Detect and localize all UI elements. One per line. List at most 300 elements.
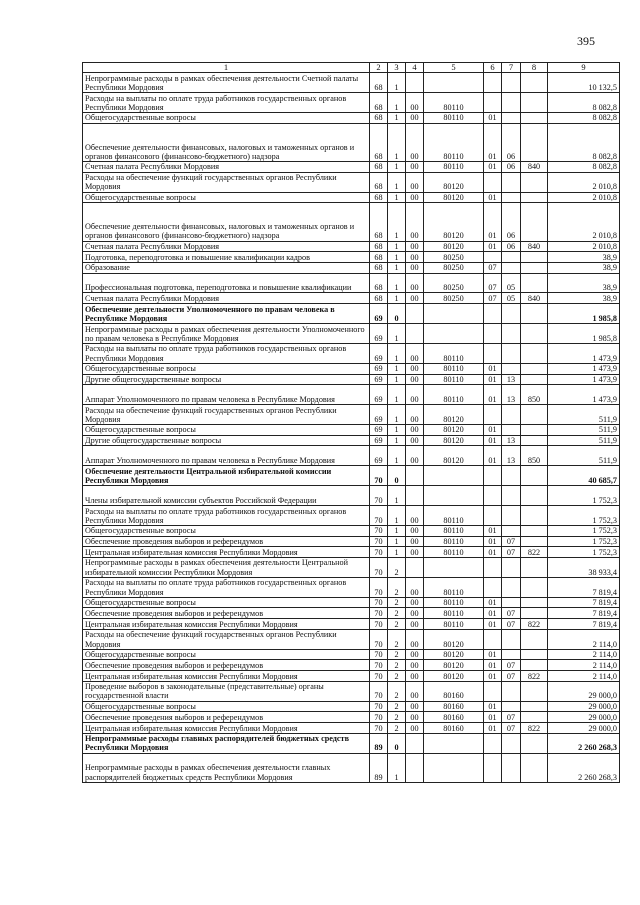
amount: 1 473,9 bbox=[548, 343, 620, 363]
col-4-code: 00 bbox=[406, 374, 424, 385]
col-2-code: 69 bbox=[370, 304, 388, 324]
col-6-code bbox=[484, 558, 502, 578]
col-5-code: 80160 bbox=[424, 701, 484, 712]
col-2-code: 68 bbox=[370, 203, 388, 241]
table-row bbox=[83, 723, 620, 734]
col-7-code bbox=[502, 525, 521, 536]
col-2-code: 70 bbox=[370, 547, 388, 558]
col-5-code: 80120 bbox=[424, 172, 484, 192]
col-7-code: 07 bbox=[502, 547, 521, 558]
table-row bbox=[83, 506, 620, 526]
col-6-code: 01 bbox=[484, 425, 502, 436]
table-row bbox=[83, 425, 620, 436]
amount: 38,9 bbox=[548, 273, 620, 293]
row-name: Счетная палата Республики Мордовия bbox=[83, 241, 370, 252]
col-7-code bbox=[502, 753, 521, 782]
table-row bbox=[83, 577, 620, 597]
col-2-code: 70 bbox=[370, 671, 388, 682]
col-5-code: 80160 bbox=[424, 723, 484, 734]
amount: 38 933,4 bbox=[548, 558, 620, 578]
col-8-code bbox=[521, 192, 548, 203]
col-8-code bbox=[521, 660, 548, 671]
col-5-code bbox=[424, 753, 484, 782]
col-7-code: 05 bbox=[502, 293, 521, 304]
header-row bbox=[83, 63, 620, 73]
col-4-code: 00 bbox=[406, 123, 424, 161]
col-5-code: 80160 bbox=[424, 712, 484, 723]
col-3-code: 1 bbox=[388, 293, 406, 304]
col-2-code: 70 bbox=[370, 649, 388, 660]
table-row bbox=[83, 671, 620, 682]
amount: 1 985,8 bbox=[548, 324, 620, 344]
col-3-code: 1 bbox=[388, 93, 406, 113]
col-2-code: 69 bbox=[370, 435, 388, 446]
col-7-code: 05 bbox=[502, 273, 521, 293]
row-name: Общегосударственные вопросы bbox=[83, 112, 370, 123]
col-7-code bbox=[502, 343, 521, 363]
col-3-code: 1 bbox=[388, 536, 406, 547]
col-8-code bbox=[521, 262, 548, 273]
col-2-code: 70 bbox=[370, 723, 388, 734]
col-4-code: 00 bbox=[406, 649, 424, 660]
col-6-code: 01 bbox=[484, 203, 502, 241]
col-4-code bbox=[406, 753, 424, 782]
table-row bbox=[83, 343, 620, 363]
amount: 1 752,3 bbox=[548, 486, 620, 506]
col-7-code bbox=[502, 629, 521, 649]
col-6-code: 01 bbox=[484, 547, 502, 558]
col-7-code bbox=[502, 172, 521, 192]
row-name: Общегосударственные вопросы bbox=[83, 363, 370, 374]
col-4-code: 00 bbox=[406, 629, 424, 649]
col-4-code: 00 bbox=[406, 608, 424, 619]
col-5-code: 80110 bbox=[424, 123, 484, 161]
row-name: Обеспечение деятельности Уполномоченного по правам человека в Республике Мордовия bbox=[83, 304, 370, 324]
col-6-code: 01 bbox=[484, 161, 502, 172]
row-name: Обеспечение проведения выборов и референдумов bbox=[83, 536, 370, 547]
col-5-code: 80160 bbox=[424, 681, 484, 701]
table-row bbox=[83, 446, 620, 466]
amount: 2 114,0 bbox=[548, 671, 620, 682]
col-8-code: 822 bbox=[521, 671, 548, 682]
amount: 7 819,4 bbox=[548, 608, 620, 619]
table-row bbox=[83, 293, 620, 304]
col-6-code: 01 bbox=[484, 597, 502, 608]
table-row bbox=[83, 262, 620, 273]
col-4-code: 00 bbox=[406, 506, 424, 526]
col-4-code: 00 bbox=[406, 385, 424, 405]
col-3-code: 1 bbox=[388, 547, 406, 558]
col-7-code: 07 bbox=[502, 671, 521, 682]
col-7-code bbox=[502, 192, 521, 203]
col-3-code: 0 bbox=[388, 733, 406, 753]
col-6-code: 01 bbox=[484, 608, 502, 619]
col-5-code: 80120 bbox=[424, 671, 484, 682]
col-7-code bbox=[502, 597, 521, 608]
col-2-code: 68 bbox=[370, 252, 388, 263]
col-8-code: 840 bbox=[521, 293, 548, 304]
col-2-code: 70 bbox=[370, 701, 388, 712]
col-3-code: 1 bbox=[388, 343, 406, 363]
col-4-code: 00 bbox=[406, 161, 424, 172]
col-4-code: 00 bbox=[406, 681, 424, 701]
col-3-code: 1 bbox=[388, 273, 406, 293]
col-8-code bbox=[521, 203, 548, 241]
table-row bbox=[83, 324, 620, 344]
budget-table bbox=[82, 62, 620, 783]
col-8-code bbox=[521, 435, 548, 446]
col-8-code bbox=[521, 343, 548, 363]
col-8-code bbox=[521, 273, 548, 293]
col-6-code bbox=[484, 466, 502, 486]
row-name: Общегосударственные вопросы bbox=[83, 525, 370, 536]
table-row bbox=[83, 123, 620, 161]
col-2-code: 69 bbox=[370, 343, 388, 363]
col-8-code bbox=[521, 93, 548, 113]
col-6-code: 01 bbox=[484, 712, 502, 723]
col-8-code: 822 bbox=[521, 619, 548, 630]
col-6-code: 01 bbox=[484, 701, 502, 712]
amount: 2 010,8 bbox=[548, 241, 620, 252]
col-4-code: 00 bbox=[406, 425, 424, 436]
amount: 1 752,3 bbox=[548, 536, 620, 547]
row-name: Обеспечение проведения выборов и референдумов bbox=[83, 712, 370, 723]
amount: 7 819,4 bbox=[548, 619, 620, 630]
row-name: Общегосударственные вопросы bbox=[83, 425, 370, 436]
col-7-code: 06 bbox=[502, 203, 521, 241]
col-7-code bbox=[502, 681, 521, 701]
table-row bbox=[83, 161, 620, 172]
col-7-code bbox=[502, 701, 521, 712]
col-8-code bbox=[521, 172, 548, 192]
col-7-code bbox=[502, 577, 521, 597]
row-name: Другие общегосударственные вопросы bbox=[83, 435, 370, 446]
table-row bbox=[83, 660, 620, 671]
col-3-code: 1 bbox=[388, 753, 406, 782]
amount: 2 260 268,3 bbox=[548, 753, 620, 782]
col-2-code: 70 bbox=[370, 597, 388, 608]
col-3-code: 2 bbox=[388, 577, 406, 597]
col-8-code bbox=[521, 733, 548, 753]
amount: 2 010,8 bbox=[548, 172, 620, 192]
col-6-code: 01 bbox=[484, 660, 502, 671]
row-name: Центральная избирательная комиссия Республики Мордовия bbox=[83, 671, 370, 682]
amount: 7 819,4 bbox=[548, 577, 620, 597]
col-3-code: 1 bbox=[388, 112, 406, 123]
col-7-code bbox=[502, 558, 521, 578]
col-2-code: 68 bbox=[370, 273, 388, 293]
amount: 38,9 bbox=[548, 252, 620, 263]
col-2-code: 68 bbox=[370, 262, 388, 273]
col-2-code: 69 bbox=[370, 363, 388, 374]
col-6-code: 07 bbox=[484, 293, 502, 304]
col-2-code: 70 bbox=[370, 629, 388, 649]
col-7-code bbox=[502, 506, 521, 526]
col-8-code bbox=[521, 649, 548, 660]
col-2-code: 70 bbox=[370, 619, 388, 630]
col-2-code: 68 bbox=[370, 93, 388, 113]
col-7-code: 07 bbox=[502, 712, 521, 723]
col-2-code: 70 bbox=[370, 660, 388, 671]
col-5-code: 80110 bbox=[424, 619, 484, 630]
col-5-code: 80120 bbox=[424, 192, 484, 203]
col-6-code: 01 bbox=[484, 112, 502, 123]
col-8-code bbox=[521, 558, 548, 578]
col-8-code bbox=[521, 374, 548, 385]
table-row bbox=[83, 733, 620, 753]
column-header: 8 bbox=[521, 63, 548, 73]
col-5-code bbox=[424, 558, 484, 578]
col-3-code: 1 bbox=[388, 123, 406, 161]
table-row bbox=[83, 649, 620, 660]
col-2-code: 70 bbox=[370, 466, 388, 486]
row-name: Обеспечение деятельности Центральной избирательной комиссии Республики Мордовия bbox=[83, 466, 370, 486]
page-number: 395 bbox=[577, 34, 595, 48]
amount: 2 114,0 bbox=[548, 629, 620, 649]
col-3-code: 2 bbox=[388, 649, 406, 660]
col-6-code bbox=[484, 486, 502, 506]
col-6-code: 01 bbox=[484, 671, 502, 682]
col-5-code: 80110 bbox=[424, 608, 484, 619]
col-5-code: 80250 bbox=[424, 273, 484, 293]
row-name: Непрограммные расходы в рамках обеспечения деятельности Счетной палаты Республики Мордовия bbox=[83, 73, 370, 93]
col-5-code: 80250 bbox=[424, 262, 484, 273]
col-4-code bbox=[406, 73, 424, 93]
col-5-code: 80120 bbox=[424, 446, 484, 466]
amount: 29 000,0 bbox=[548, 712, 620, 723]
col-5-code: 80120 bbox=[424, 405, 484, 425]
col-7-code: 07 bbox=[502, 660, 521, 671]
col-7-code: 06 bbox=[502, 241, 521, 252]
amount: 2 114,0 bbox=[548, 660, 620, 671]
table-row bbox=[83, 712, 620, 723]
col-5-code: 80110 bbox=[424, 93, 484, 113]
row-name: Непрограммные расходы в рамках обеспечения деятельности главных распорядителей бюджетных средств Республики Мордовия bbox=[83, 753, 370, 782]
table-row bbox=[83, 203, 620, 241]
col-7-code bbox=[502, 649, 521, 660]
row-name: Обеспечение деятельности финансовых, налоговых и таможенных органов и органов финансового (финансово-бюджетного) надзора bbox=[83, 203, 370, 241]
col-7-code bbox=[502, 425, 521, 436]
col-2-code: 70 bbox=[370, 525, 388, 536]
table-row bbox=[83, 681, 620, 701]
table-row bbox=[83, 304, 620, 324]
col-3-code: 1 bbox=[388, 73, 406, 93]
col-4-code: 00 bbox=[406, 525, 424, 536]
col-3-code: 1 bbox=[388, 385, 406, 405]
col-6-code: 01 bbox=[484, 723, 502, 734]
amount: 29 000,0 bbox=[548, 681, 620, 701]
amount: 2 260 268,3 bbox=[548, 733, 620, 753]
col-3-code: 1 bbox=[388, 435, 406, 446]
amount: 40 685,7 bbox=[548, 466, 620, 486]
row-name: Центральная избирательная комиссия Республики Мордовия bbox=[83, 723, 370, 734]
col-8-code bbox=[521, 252, 548, 263]
col-3-code: 1 bbox=[388, 252, 406, 263]
col-6-code: 01 bbox=[484, 374, 502, 385]
col-8-code: 840 bbox=[521, 241, 548, 252]
row-name: Расходы на выплаты по оплате труда работников государственных органов Республики Мордовия bbox=[83, 577, 370, 597]
row-name: Центральная избирательная комиссия Республики Мордовия bbox=[83, 547, 370, 558]
col-2-code: 68 bbox=[370, 241, 388, 252]
col-8-code bbox=[521, 536, 548, 547]
table-row bbox=[83, 547, 620, 558]
column-header: 2 bbox=[370, 63, 388, 73]
col-4-code: 00 bbox=[406, 577, 424, 597]
column-header: 7 bbox=[502, 63, 521, 73]
row-name: Профессиональная подготовка, переподготовка и повышение квалификации bbox=[83, 273, 370, 293]
col-2-code: 89 bbox=[370, 733, 388, 753]
col-2-code: 69 bbox=[370, 374, 388, 385]
table-row bbox=[83, 405, 620, 425]
col-2-code: 70 bbox=[370, 506, 388, 526]
row-name: Обеспечение проведения выборов и референдумов bbox=[83, 660, 370, 671]
row-name: Общегосударственные вопросы bbox=[83, 597, 370, 608]
col-6-code bbox=[484, 733, 502, 753]
row-name: Подготовка, переподготовка и повышение квалификации кадров bbox=[83, 252, 370, 263]
amount: 2 010,8 bbox=[548, 192, 620, 203]
col-4-code: 00 bbox=[406, 252, 424, 263]
col-6-code bbox=[484, 506, 502, 526]
col-7-code: 07 bbox=[502, 536, 521, 547]
row-name: Непрограммные расходы главных распорядителей бюджетных средств Республики Мордовия bbox=[83, 733, 370, 753]
col-4-code: 00 bbox=[406, 203, 424, 241]
col-6-code bbox=[484, 252, 502, 263]
col-8-code bbox=[521, 597, 548, 608]
table-row bbox=[83, 619, 620, 630]
col-7-code bbox=[502, 405, 521, 425]
amount: 38,9 bbox=[548, 293, 620, 304]
amount: 1 473,9 bbox=[548, 363, 620, 374]
col-7-code bbox=[502, 262, 521, 273]
column-header: 3 bbox=[388, 63, 406, 73]
col-8-code: 850 bbox=[521, 385, 548, 405]
col-8-code: 840 bbox=[521, 161, 548, 172]
col-3-code: 1 bbox=[388, 363, 406, 374]
col-2-code: 69 bbox=[370, 385, 388, 405]
col-7-code: 13 bbox=[502, 385, 521, 405]
col-8-code bbox=[521, 486, 548, 506]
table-row bbox=[83, 241, 620, 252]
col-7-code bbox=[502, 733, 521, 753]
col-2-code: 70 bbox=[370, 681, 388, 701]
col-8-code bbox=[521, 712, 548, 723]
amount: 8 082,8 bbox=[548, 123, 620, 161]
col-4-code: 00 bbox=[406, 93, 424, 113]
col-2-code: 70 bbox=[370, 558, 388, 578]
col-6-code: 07 bbox=[484, 262, 502, 273]
col-3-code: 1 bbox=[388, 486, 406, 506]
col-5-code: 80110 bbox=[424, 577, 484, 597]
table-row bbox=[83, 701, 620, 712]
col-4-code: 00 bbox=[406, 363, 424, 374]
col-8-code bbox=[521, 123, 548, 161]
col-5-code: 80110 bbox=[424, 597, 484, 608]
col-3-code: 1 bbox=[388, 161, 406, 172]
col-2-code: 70 bbox=[370, 536, 388, 547]
col-4-code: 00 bbox=[406, 671, 424, 682]
col-6-code bbox=[484, 304, 502, 324]
table-row bbox=[83, 112, 620, 123]
col-4-code: 00 bbox=[406, 241, 424, 252]
col-7-code: 13 bbox=[502, 446, 521, 466]
col-7-code bbox=[502, 304, 521, 324]
table-row bbox=[83, 172, 620, 192]
col-4-code: 00 bbox=[406, 343, 424, 363]
col-3-code: 1 bbox=[388, 203, 406, 241]
col-5-code: 80110 bbox=[424, 161, 484, 172]
row-name: Счетная палата Республики Мордовия bbox=[83, 161, 370, 172]
col-3-code: 2 bbox=[388, 671, 406, 682]
col-8-code bbox=[521, 681, 548, 701]
col-6-code bbox=[484, 93, 502, 113]
column-header: 1 bbox=[83, 63, 370, 73]
col-3-code: 2 bbox=[388, 712, 406, 723]
col-6-code bbox=[484, 73, 502, 93]
col-4-code: 00 bbox=[406, 273, 424, 293]
table-row bbox=[83, 608, 620, 619]
col-5-code: 80120 bbox=[424, 649, 484, 660]
col-5-code: 80110 bbox=[424, 385, 484, 405]
amount: 8 082,8 bbox=[548, 161, 620, 172]
amount: 1 985,8 bbox=[548, 304, 620, 324]
col-4-code: 00 bbox=[406, 660, 424, 671]
col-7-code bbox=[502, 112, 521, 123]
col-4-code bbox=[406, 558, 424, 578]
table-row bbox=[83, 597, 620, 608]
col-6-code: 01 bbox=[484, 385, 502, 405]
table-row bbox=[83, 558, 620, 578]
col-5-code: 80120 bbox=[424, 425, 484, 436]
table-row bbox=[83, 536, 620, 547]
col-3-code: 2 bbox=[388, 660, 406, 671]
col-4-code: 00 bbox=[406, 293, 424, 304]
row-name: Расходы на обеспечение функций государственных органов Республики Мордовия bbox=[83, 629, 370, 649]
col-6-code bbox=[484, 324, 502, 344]
table-row bbox=[83, 192, 620, 203]
col-3-code: 2 bbox=[388, 608, 406, 619]
col-4-code: 00 bbox=[406, 172, 424, 192]
col-5-code: 80110 bbox=[424, 112, 484, 123]
table-row bbox=[83, 525, 620, 536]
amount: 2 010,8 bbox=[548, 203, 620, 241]
amount: 1 752,3 bbox=[548, 525, 620, 536]
col-6-code: 01 bbox=[484, 446, 502, 466]
row-name: Обеспечение проведения выборов и референдумов bbox=[83, 608, 370, 619]
col-5-code: 80110 bbox=[424, 536, 484, 547]
col-5-code: 80110 bbox=[424, 343, 484, 363]
col-2-code: 70 bbox=[370, 577, 388, 597]
col-5-code: 80120 bbox=[424, 629, 484, 649]
col-4-code bbox=[406, 486, 424, 506]
col-4-code: 00 bbox=[406, 405, 424, 425]
col-7-code: 07 bbox=[502, 608, 521, 619]
col-4-code: 00 bbox=[406, 112, 424, 123]
row-name: Аппарат Уполномоченного по правам человека в Республике Мордовия bbox=[83, 385, 370, 405]
col-4-code: 00 bbox=[406, 701, 424, 712]
col-8-code bbox=[521, 629, 548, 649]
col-8-code bbox=[521, 324, 548, 344]
col-4-code: 00 bbox=[406, 536, 424, 547]
col-5-code: 80120 bbox=[424, 203, 484, 241]
col-5-code bbox=[424, 733, 484, 753]
col-5-code: 80110 bbox=[424, 363, 484, 374]
amount: 511,9 bbox=[548, 435, 620, 446]
col-6-code bbox=[484, 577, 502, 597]
col-7-code bbox=[502, 252, 521, 263]
col-6-code: 01 bbox=[484, 123, 502, 161]
col-4-code bbox=[406, 466, 424, 486]
col-3-code: 1 bbox=[388, 324, 406, 344]
